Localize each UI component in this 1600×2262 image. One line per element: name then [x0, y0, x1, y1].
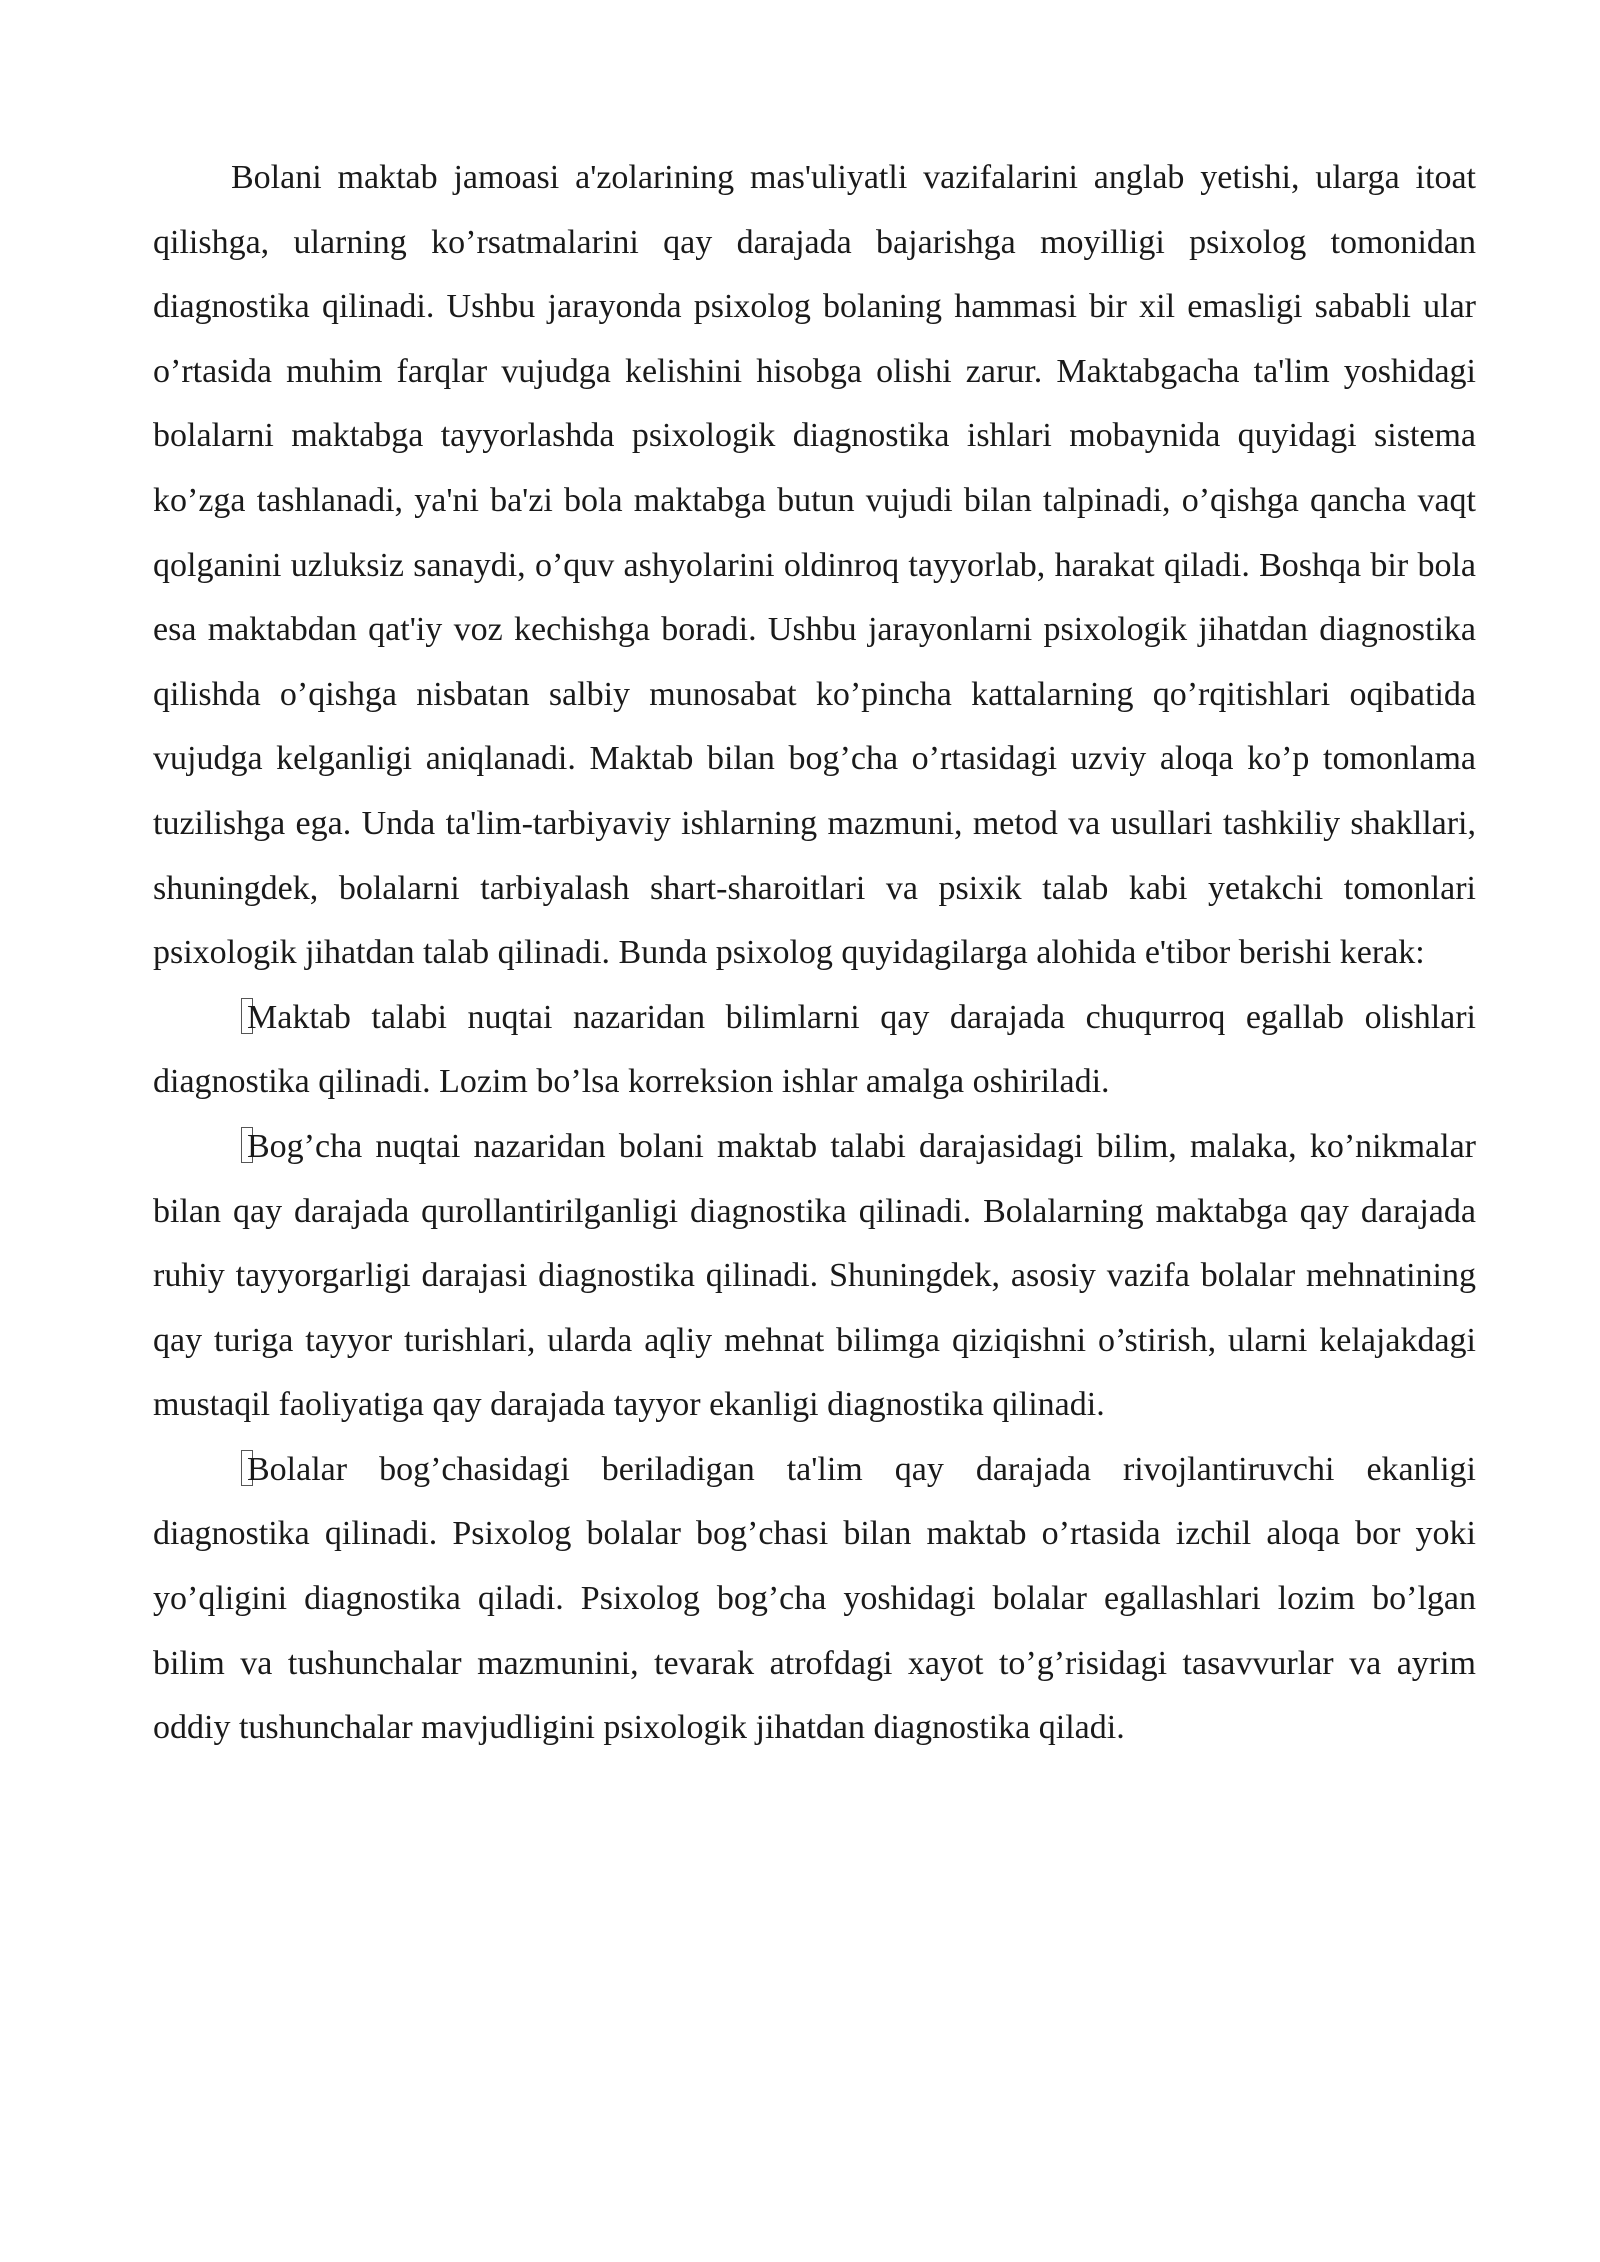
list-item-text: Bolalar bog’chasidagi beriladigan ta'lim qay darajada rivojlantiruvchi ekanligi diagnostika qilinadi. Psixolog bolalar bog’chasi bilan maktab o’rtasida izchil aloqa bor yoki yo’qligini diagnostika qiladi. Psixolog bog’cha yoshidagi bolalar egallashlari lozim bo’lgan bilim va tushunchalar mazmunini, tevarak atrofdagi xayot to’g’risidagi tasavvurlar va ayrim oddiy tushunchalar mavjudligini psixologik jihatdan diagnostika qiladi. — [153, 1450, 1476, 1747]
document-body — [153, 146, 1476, 1761]
intro-paragraph — [153, 146, 1476, 986]
list-item — [153, 1438, 1476, 1761]
list-item-text: Maktab talabi nuqtai nazaridan bilimlarni qay darajada chuqurroq egallab olishlari diagnostika qilinadi. Lozim bo’lsa korreksion ishlar amalga oshiriladi. — [153, 998, 1476, 1101]
list-item — [153, 986, 1476, 1115]
list-item — [153, 1115, 1476, 1438]
list-item-text: Bog’cha nuqtai nazaridan bolani maktab talabi darajasidagi bilim, malaka, ko’nikmalar bilan qay darajada qurollantirilganligi diagnostika qilinadi. Bolalarning maktabga qay darajada ruhiy tayyorgarligi darajasi diagnostika qilinadi. Shuningdek, asosiy vazifa bolalar mehnatining qay turiga tayyor turishlari, ularda aqliy mehnat bilimga qiziqishni o’stirish, ularni kelajakdagi mustaqil faoliyatiga qay darajada tayyor ekanligi diagnostika qilinadi. — [153, 1127, 1476, 1424]
intro-paragraph-text: Bolani maktab jamoasi a'zolarining mas'uliyatli vazifalarini anglab yetishi, ularga itoat qilishga, ularning ko’rsatmalarini qay darajada bajarishga moyilligi psixolog tomonidan diagnostika qilinadi. Ushbu jarayonda psixolog bolaning hammasi bir xil emasligi sababli ular o’rtasida muhim farqlar vujudga kelishini hisobga olishi zarur. Maktabgacha ta'lim yoshidagi bolalarni maktabga tayyorlashda psixologik diagnostika ishlari mobaynida quyidagi sistema ko’zga tashlanadi, ya'ni ba'zi bola maktabga butun vujudi bilan talpinadi, o’qishga qancha vaqt qolganini uzluksiz sanaydi, o’quv ashyolarini oldinroq tayyorlab, harakat qiladi. Boshqa bir bola esa maktabdan qat'iy voz kechishga boradi. Ushbu jarayonlarni psixologik jihatdan diagnostika qilishda o’qishga nisbatan salbiy munosabat ko’pincha kattalarning qo’rqitishlari oqibatida vujudga kelganligi aniqlanadi. Maktab bilan bog’cha o’rtasidagi uzviy aloqa ko’p tomonlama tuzilishga ega. Unda ta'lim-tarbiyaviy ishlarning mazmuni, metod va usullari tashkiliy shakllari, shuningdek, bolalarni tarbiyalash shart-sharoitlari va psixik talab kabi yetakchi tomonlari psixologik jihatdan talab qilinadi. Bunda psixolog quyidagilarga alohida e'tibor berishi kerak: — [153, 159, 1476, 972]
